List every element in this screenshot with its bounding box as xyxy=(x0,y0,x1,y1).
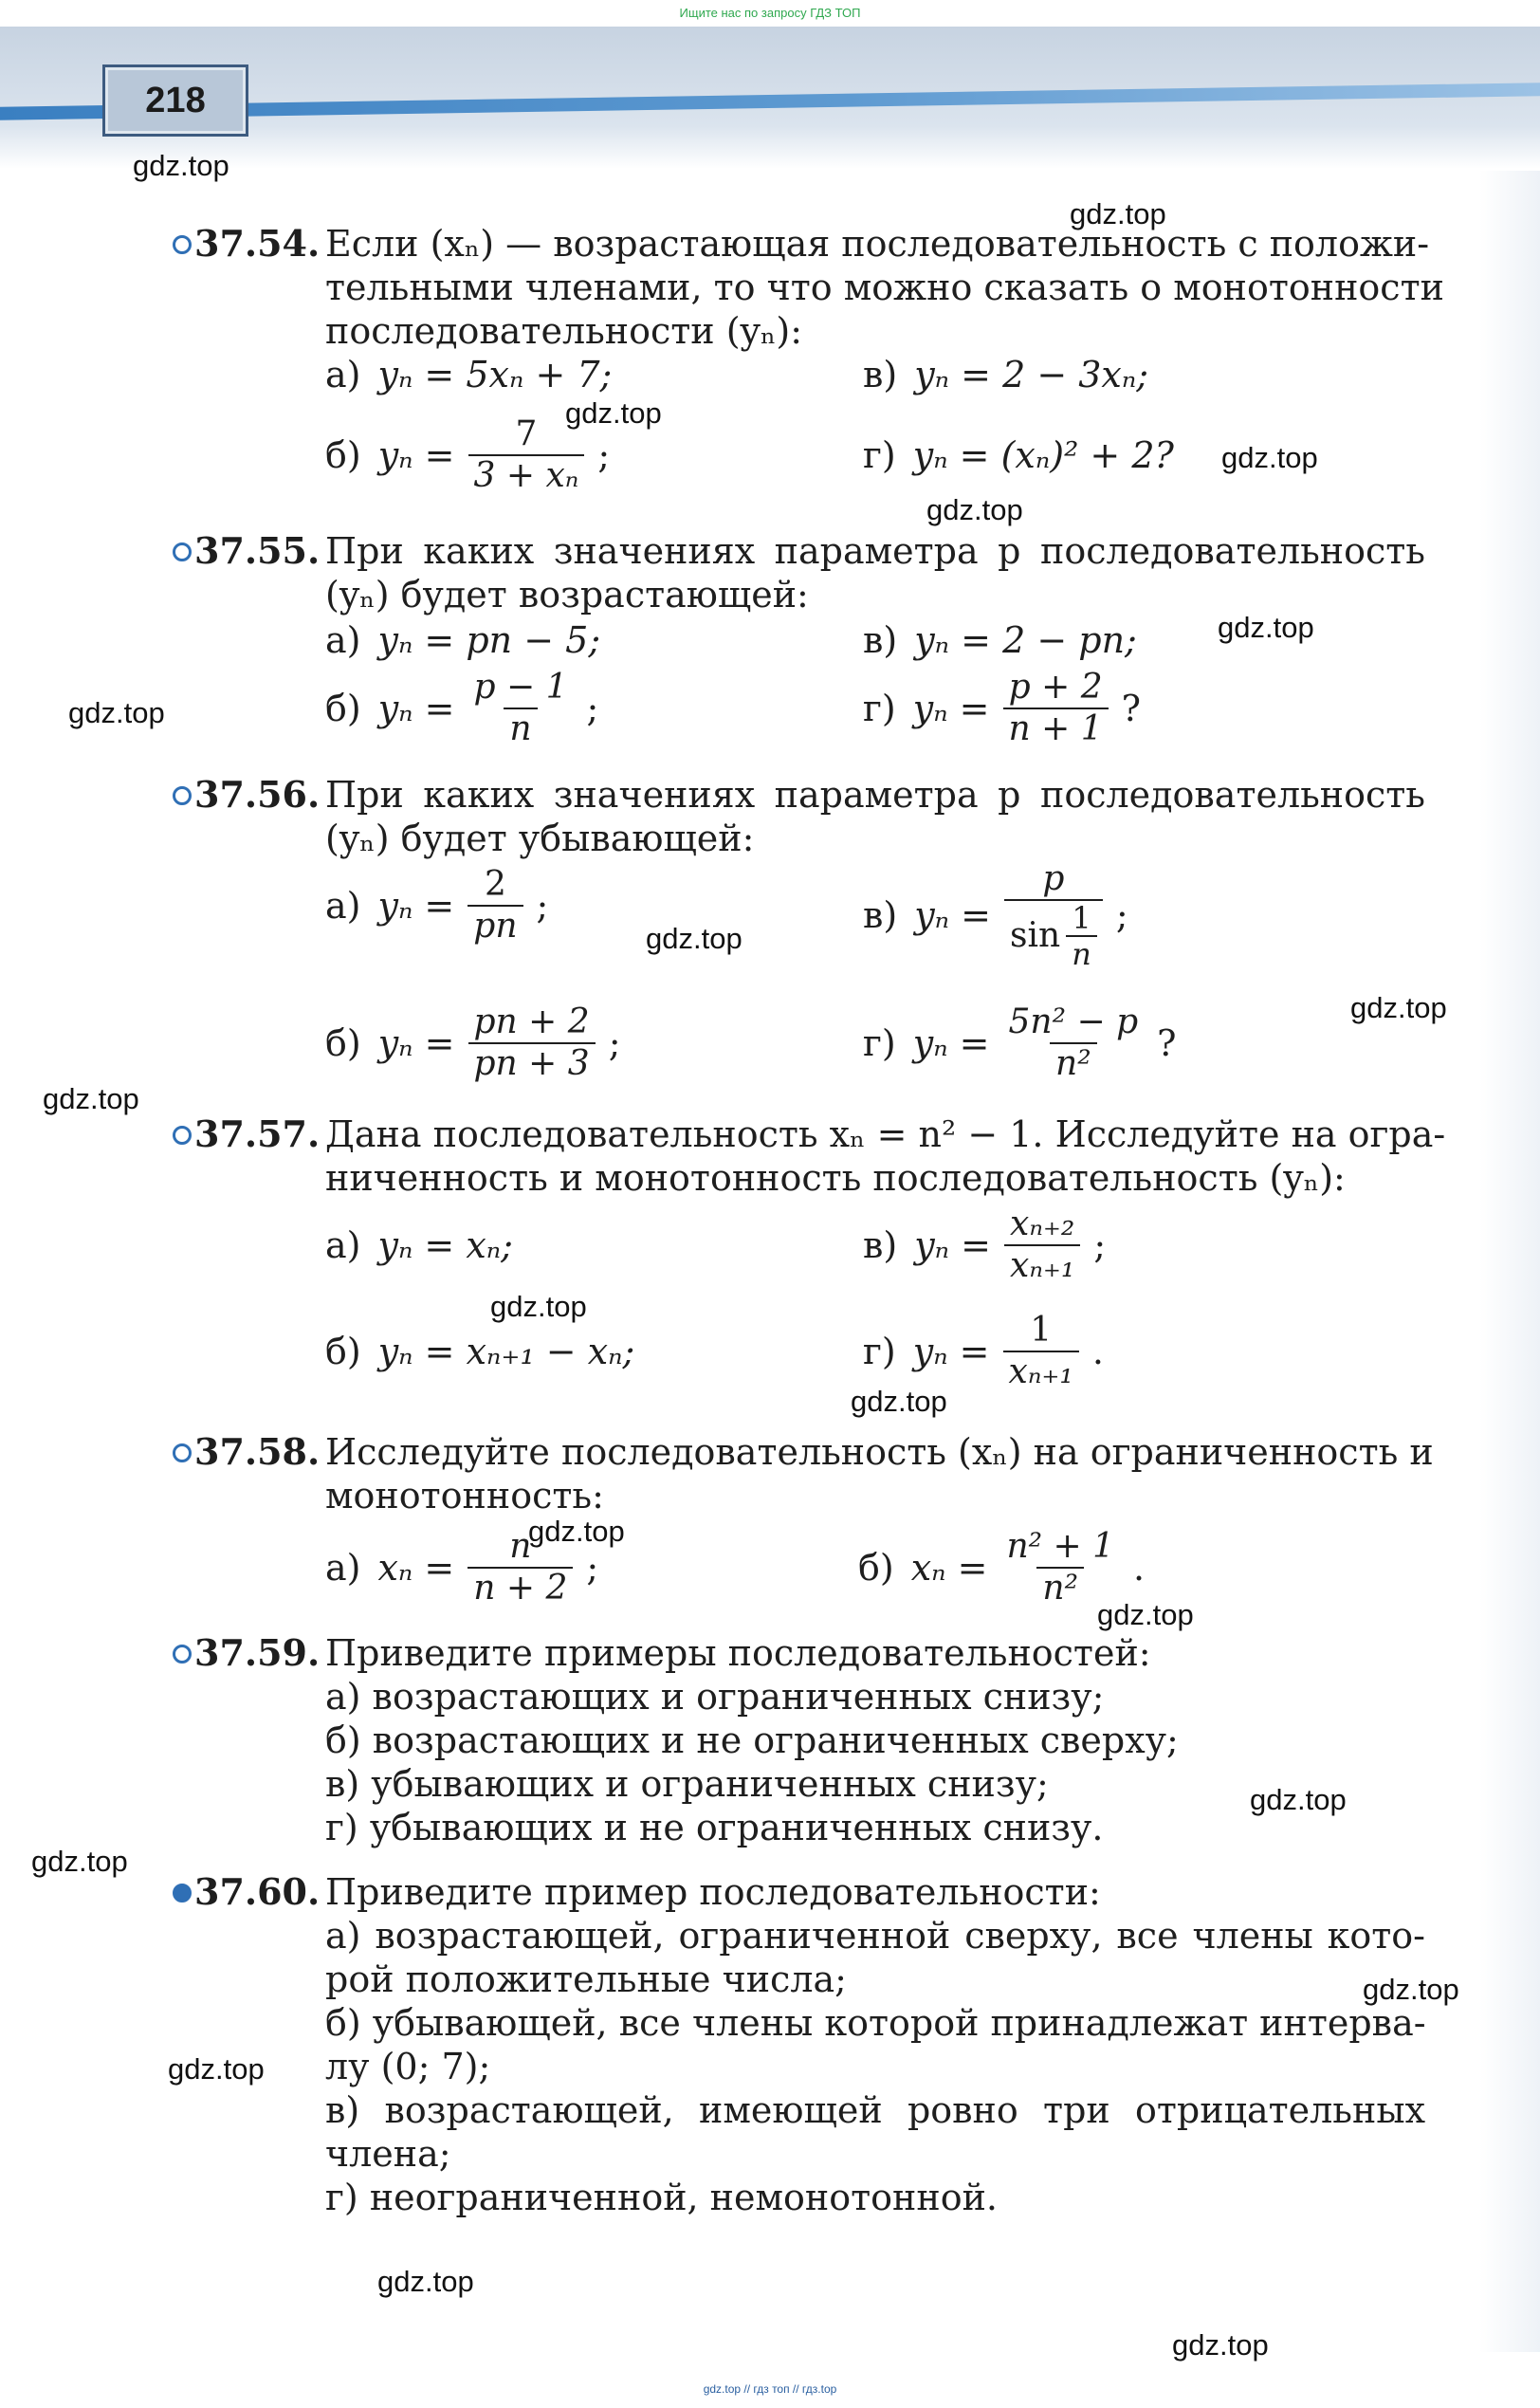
fraction: $\frac{1}{\text{xₙ₊₁}}$ xyxy=(1003,1311,1079,1392)
problem-37-59-line-1: Приведите примеры последовательностей: xyxy=(325,1632,1151,1674)
watermark: gdz.top xyxy=(1221,441,1318,474)
fraction: $\frac{2}{pn}$ xyxy=(468,865,522,947)
fraction: $\frac{p + 2}{n + 1}$ xyxy=(1003,668,1109,749)
problem-37-57-b: б) yₙ = xₙ₊₁ − xₙ; xyxy=(325,1331,635,1372)
problem-37-57-line-1: Дана последовательность xₙ = n² − 1. Исследуйте на огра- xyxy=(325,1113,1446,1155)
problem-37-55-line-1: При каких значениях параметра p последовательность xyxy=(325,530,1425,572)
problem-37-60-line-7: члена; xyxy=(325,2133,451,2175)
problem-37-54-a: а) yₙ = 5xₙ + 7; xyxy=(325,354,613,395)
watermark: gdz.top xyxy=(490,1290,587,1323)
problem-37-57-a: а) yₙ = xₙ; xyxy=(325,1224,513,1266)
problem-37-55-g: г) yₙ = $\frac{p + 2}{n + 1}$ ? xyxy=(863,668,1142,748)
problem-37-58-line-2: монотонность: xyxy=(325,1475,604,1516)
bottom-note: gdz.top // гдз топ // гдз.top xyxy=(703,2382,837,2396)
problem-37-55-b: б) yₙ = $\frac{p - 1}{n}$ ; xyxy=(325,668,599,748)
problem-number-37-54: 37.54. xyxy=(173,222,320,265)
problem-37-54-g: г) yₙ = (xₙ)² + 2? xyxy=(863,434,1174,476)
circle-marker-icon xyxy=(173,1443,192,1462)
problem-37-60-line-1: Приведите пример последовательности: xyxy=(325,1871,1101,1913)
problem-37-60-line-2: а) возрастающей, ограниченной сверху, все члены кото- xyxy=(325,1915,1425,1957)
fraction: $\frac{pn + 2}{pn + 3}$ xyxy=(468,1002,596,1084)
watermark: gdz.top xyxy=(1172,2328,1269,2362)
watermark: gdz.top xyxy=(1097,1598,1194,1631)
problem-37-59-line-2: а) возрастающих и ограниченных снизу; xyxy=(325,1676,1105,1718)
watermark: gdz.top xyxy=(133,149,229,182)
fraction: $\frac{p - 1}{n}$ xyxy=(473,668,568,748)
top-note: Ищите нас по запросу ГДЗ ТОП xyxy=(679,6,861,20)
watermark: gdz.top xyxy=(1350,991,1447,1024)
problem-37-59-line-3: б) возрастающих и не ограниченных сверху; xyxy=(325,1719,1179,1761)
problem-37-54-line-1: Если (xₙ) — возрастающая последовательность с положи- xyxy=(325,223,1430,265)
watermark: gdz.top xyxy=(646,922,742,955)
problem-37-58-line-1: Исследуйте последовательность (xₙ) на ограниченность и xyxy=(325,1431,1434,1473)
watermark: gdz.top xyxy=(43,1082,139,1115)
problem-37-59-line-5: г) убывающих и не ограниченных снизу. xyxy=(325,1807,1104,1848)
page-edge-shadow xyxy=(1479,171,1540,2352)
watermark: gdz.top xyxy=(1363,1973,1459,2006)
problem-37-59-line-4: в) убывающих и ограниченных снизу; xyxy=(325,1763,1049,1805)
watermark: gdz.top xyxy=(31,1845,128,1878)
watermark: gdz.top xyxy=(851,1385,947,1418)
watermark: gdz.top xyxy=(1218,611,1314,644)
problem-37-57-g: г) yₙ = $\frac{1}{\text{xₙ₊₁}}$ . xyxy=(863,1311,1104,1391)
problem-37-60-line-6: в) возрастающей, имеющей ровно три отрицательных xyxy=(325,2089,1425,2131)
watermark: gdz.top xyxy=(168,2052,265,2086)
problem-37-56-v: в) yₙ = p sin $\frac{1}{n}$ ; xyxy=(863,859,1128,972)
watermark: gdz.top xyxy=(68,696,165,729)
problem-number-37-59: 37.59. xyxy=(173,1631,320,1674)
problem-number-37-55: 37.55. xyxy=(173,529,320,572)
problem-number-37-57: 37.57. xyxy=(173,1112,320,1155)
problem-number-37-58: 37.58. xyxy=(173,1430,320,1473)
problem-37-58-a: а) xₙ = $\frac{n}{n + 2}$ ; xyxy=(325,1527,599,1608)
fraction: p sin $\frac{1}{n}$ xyxy=(1004,859,1103,971)
page-number: 218 xyxy=(102,64,248,137)
fraction: $\frac{7}{\text{3 + xₙ}}$ xyxy=(468,414,585,496)
watermark: gdz.top xyxy=(926,493,1023,526)
circle-marker-icon xyxy=(173,1645,192,1664)
problem-37-60-line-4: б) убывающей, все члены которой принадлежат интерва- xyxy=(325,2002,1426,2044)
problem-37-54-line-3: последовательности (yₙ): xyxy=(325,310,803,352)
problem-37-56-b: б) yₙ = $\frac{pn + 2}{pn + 3}$ ; xyxy=(325,1002,621,1083)
circle-marker-icon xyxy=(173,786,192,805)
watermark: gdz.top xyxy=(377,2265,474,2298)
problem-37-57-line-2: ниченность и монотонность последовательность (yₙ): xyxy=(325,1157,1346,1199)
problem-37-60-line-8: г) неограниченной, немонотонной. xyxy=(325,2177,998,2218)
problem-37-55-v: в) yₙ = 2 − pn; xyxy=(863,619,1137,661)
problem-37-56-a: а) yₙ = $\frac{2}{pn}$ ; xyxy=(325,865,549,946)
inner-fraction: $\frac{1}{n}$ xyxy=(1066,901,1097,971)
fraction: $\frac{n}{n + 2}$ xyxy=(468,1527,573,1608)
problem-37-55-line-2: (yₙ) будет возрастающей: xyxy=(325,574,809,616)
watermark: gdz.top xyxy=(1070,197,1166,230)
problem-37-57-v: в) yₙ = $\frac{\text{xₙ₊₂}}{\text{xₙ₊₁}}$ ; xyxy=(863,1204,1107,1285)
fraction: $\frac{\text{xₙ₊₂}}{\text{xₙ₊₁}}$ xyxy=(1004,1204,1080,1286)
problem-number-37-56: 37.56. xyxy=(173,773,320,816)
problem-37-54-line-2: тельными членами, то что можно сказать о монотонности xyxy=(325,267,1444,308)
watermark: gdz.top xyxy=(528,1515,625,1548)
circle-marker-icon xyxy=(173,542,192,561)
fraction: $\frac{\text{n² + 1}}{\text{n²}}$ xyxy=(1006,1527,1115,1608)
problem-37-55-a: а) yₙ = pn − 5; xyxy=(325,619,601,661)
problem-37-54-v: в) yₙ = 2 − 3xₙ; xyxy=(863,354,1149,395)
circle-marker-icon xyxy=(173,235,192,254)
filled-circle-marker-icon xyxy=(173,1884,192,1903)
problem-37-60-line-3: рой положительные числа; xyxy=(325,1958,847,2000)
watermark: gdz.top xyxy=(1250,1783,1347,1816)
problem-37-56-line-2: (yₙ) будет убывающей: xyxy=(325,818,755,859)
problem-37-56-g: г) yₙ = $\frac{\text{5n² − p}}{\text{n²}}$ ? xyxy=(863,1002,1177,1083)
problem-number-37-60: 37.60. xyxy=(173,1870,320,1913)
problem-37-54-b: б) yₙ = $\frac{7}{\text{3 + xₙ}}$ ; xyxy=(325,414,611,495)
watermark: gdz.top xyxy=(565,396,662,430)
circle-marker-icon xyxy=(173,1126,192,1145)
problem-37-56-line-1: При каких значениях параметра p последовательность xyxy=(325,774,1425,816)
problem-37-60-line-5: лу (0; 7); xyxy=(325,2046,491,2087)
problem-37-58-b: б) xₙ = $\frac{\text{n² + 1}}{\text{n²}}$ . xyxy=(858,1527,1146,1608)
fraction: $\frac{\text{5n² − p}}{\text{n²}}$ xyxy=(1008,1002,1139,1083)
